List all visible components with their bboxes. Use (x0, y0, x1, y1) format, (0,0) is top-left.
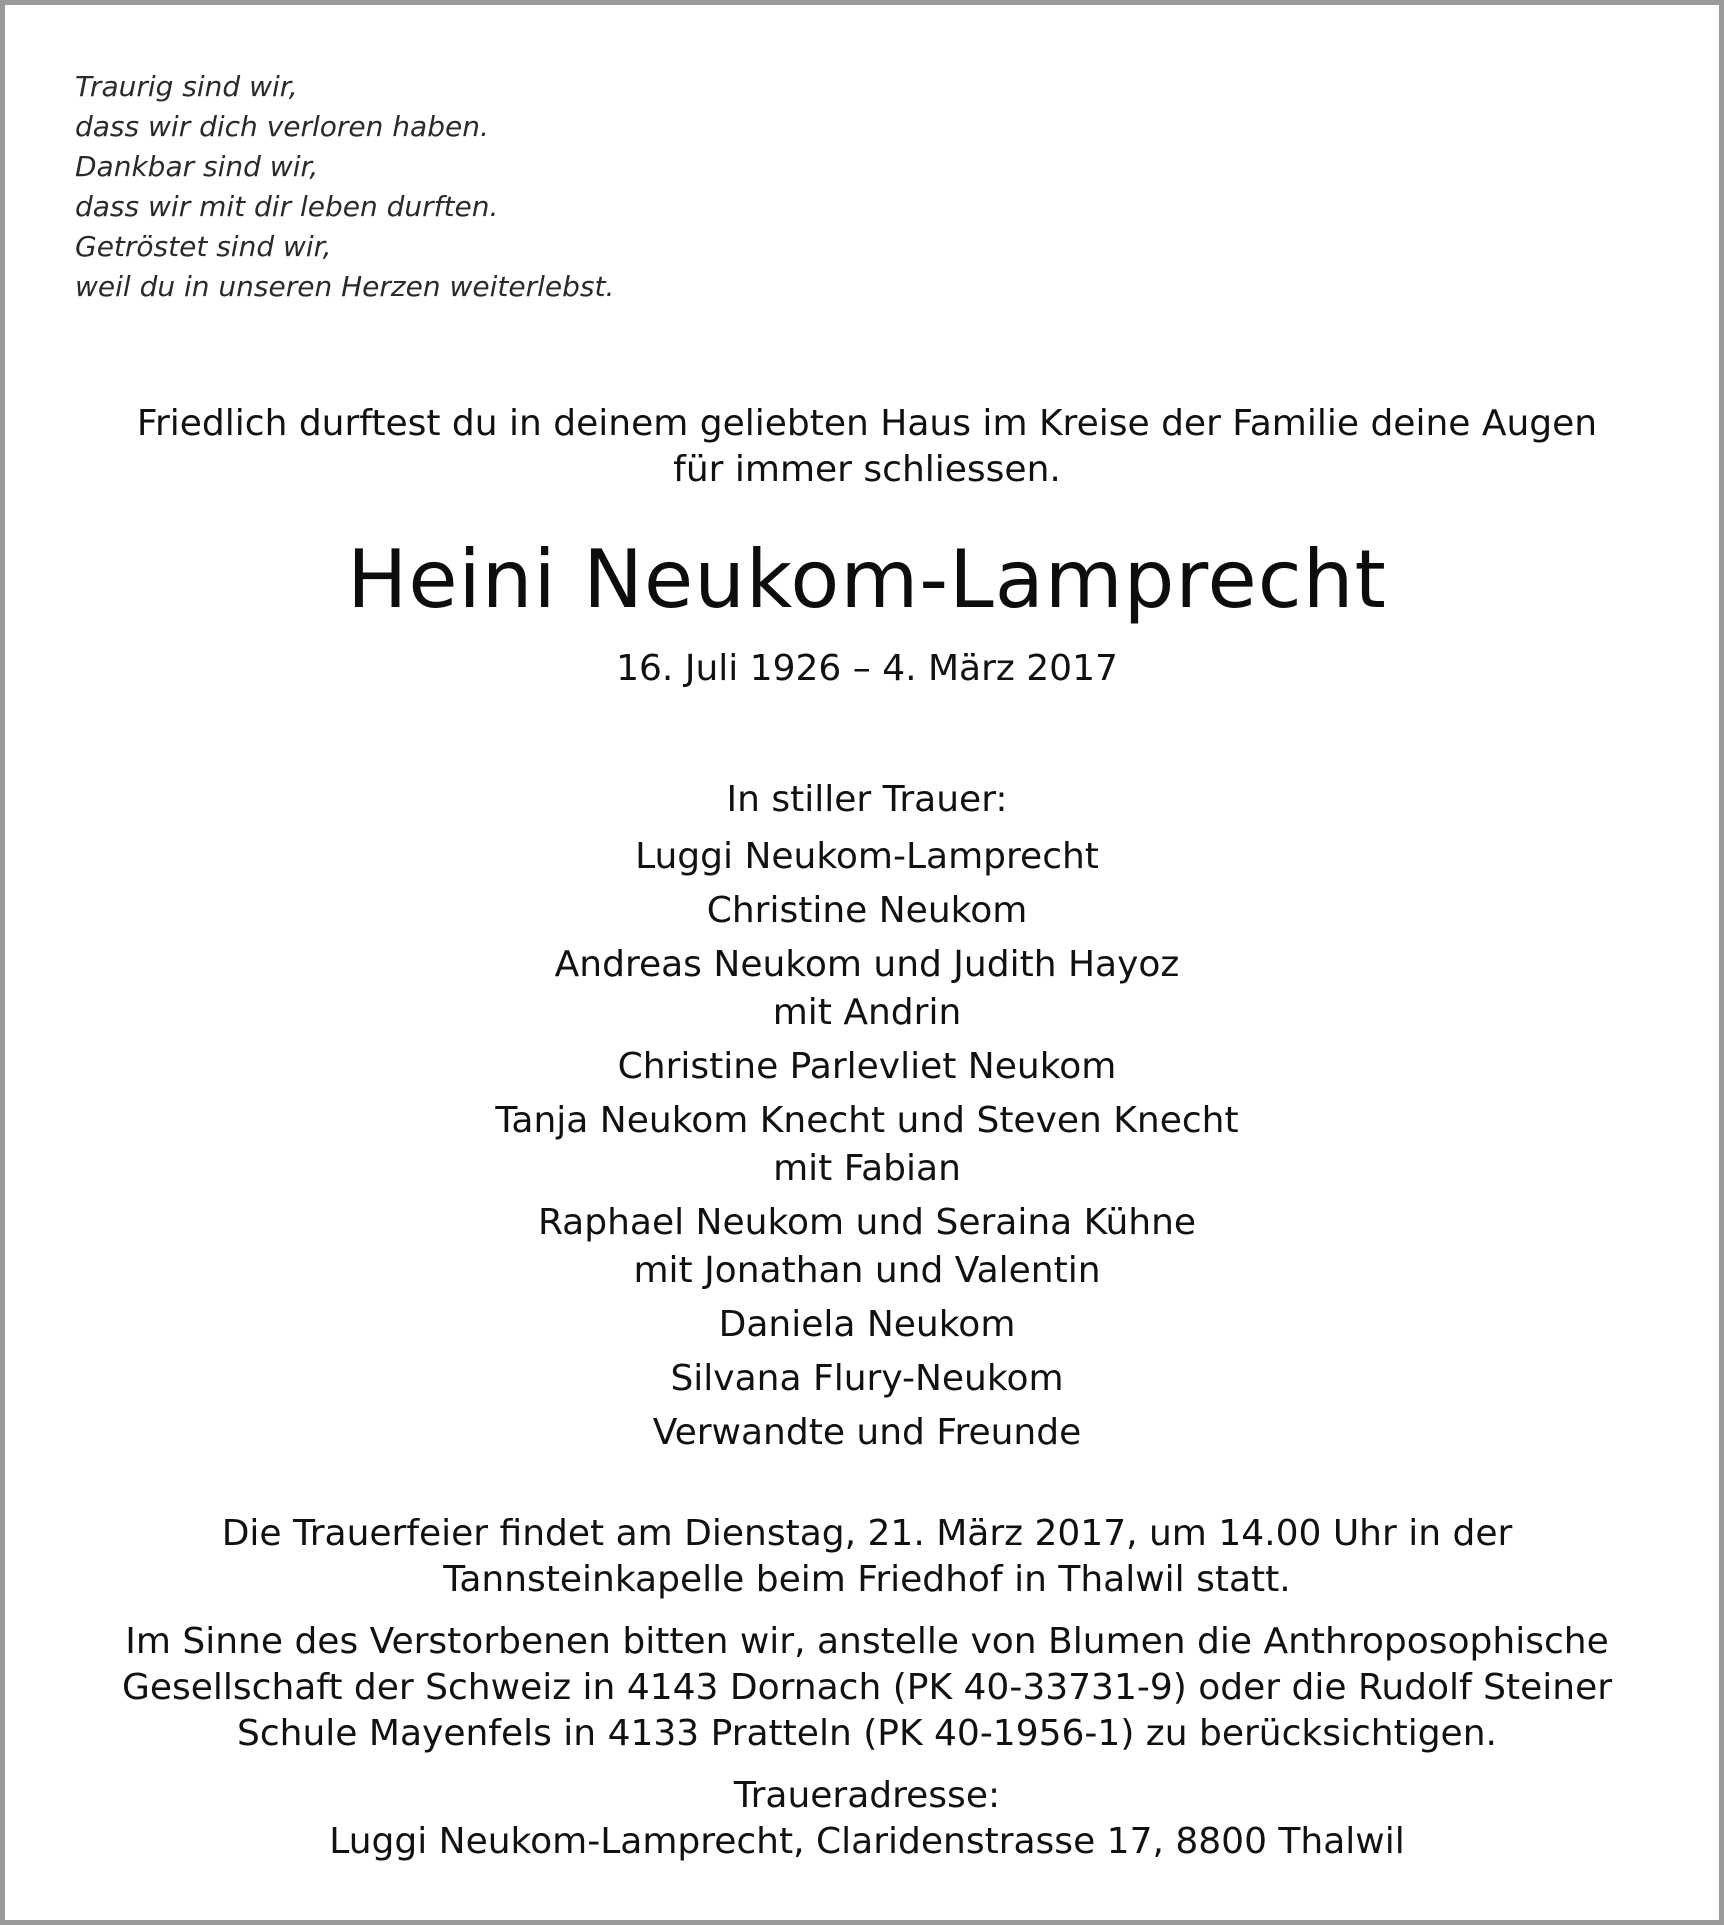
mourner-name: mit Andrin (772, 992, 962, 1033)
poem-line: Traurig sind wir, (75, 70, 298, 103)
mourner-name: Silvana Flury-Neukom (670, 1358, 1064, 1399)
mourning-address (5, 1773, 1724, 1865)
deceased-name: Heini Neukom-Lamprecht (347, 533, 1387, 626)
poem-line: dass wir mit dir leben durften. (75, 190, 499, 223)
poem (75, 67, 975, 307)
life-dates: 16. Juli 1926 – 4. März 2017 (616, 648, 1118, 689)
donation-line: Schule Mayenfels in 4133 Pratteln (PK 40-1956-1) zu berücksichtigen. (237, 1713, 1497, 1754)
intro-text (5, 401, 1724, 493)
mourner-name: Tanja Neukom Knecht und Steven Knecht (495, 1100, 1239, 1141)
mourner-name: Andreas Neukom und Judith Hayoz (554, 944, 1180, 985)
mourner-name: Christine Neukom (706, 890, 1028, 931)
address-label: Traueradresse: (733, 1775, 1001, 1816)
intro-line: für immer schliessen. (673, 449, 1061, 490)
poem-line: Getröstet sind wir, (75, 230, 332, 263)
mourner-name: Raphael Neukom und Seraina Kühne (537, 1202, 1197, 1243)
mourner-name: Verwandte und Freunde (652, 1412, 1082, 1453)
poem-line: Dankbar sind wir, (75, 150, 319, 183)
mourning-heading: In stiller Trauer: (726, 779, 1008, 820)
mourner-name: Luggi Neukom-Lamprecht (635, 836, 1099, 877)
mourners-list (5, 833, 1724, 1463)
mourner-name: mit Jonathan und Valentin (633, 1250, 1101, 1291)
poem-line: dass wir dich verloren haben. (75, 110, 489, 143)
ceremony-line: Tannsteinkapelle beim Friedhof in Thalwil statt. (443, 1559, 1291, 1600)
mourner-name: Christine Parlevliet Neukom (617, 1046, 1117, 1087)
ceremony-line: Die Trauerfeier findet am Dienstag, 21. März 2017, um 14.00 Uhr in der (221, 1513, 1513, 1554)
mourner-name: Daniela Neukom (718, 1304, 1016, 1345)
donation-line: Im Sinne des Verstorbenen bitten wir, anstelle von Blumen die Anthroposophische (125, 1621, 1609, 1662)
mourner-name: mit Fabian (773, 1148, 961, 1189)
donation-request (5, 1619, 1724, 1757)
ceremony-info (5, 1511, 1724, 1603)
poem-line: weil du in unseren Herzen weiterlebst. (75, 270, 615, 303)
intro-line: Friedlich durftest du in deinem geliebten Haus im Kreise der Familie deine Augen (136, 403, 1598, 444)
address-value: Luggi Neukom-Lamprecht, Claridenstrasse 17, 8800 Thalwil (329, 1821, 1405, 1862)
donation-line: Gesellschaft der Schweiz in 4143 Dornach (PK 40-33731-9) oder die Rudolf Steiner (121, 1667, 1613, 1708)
